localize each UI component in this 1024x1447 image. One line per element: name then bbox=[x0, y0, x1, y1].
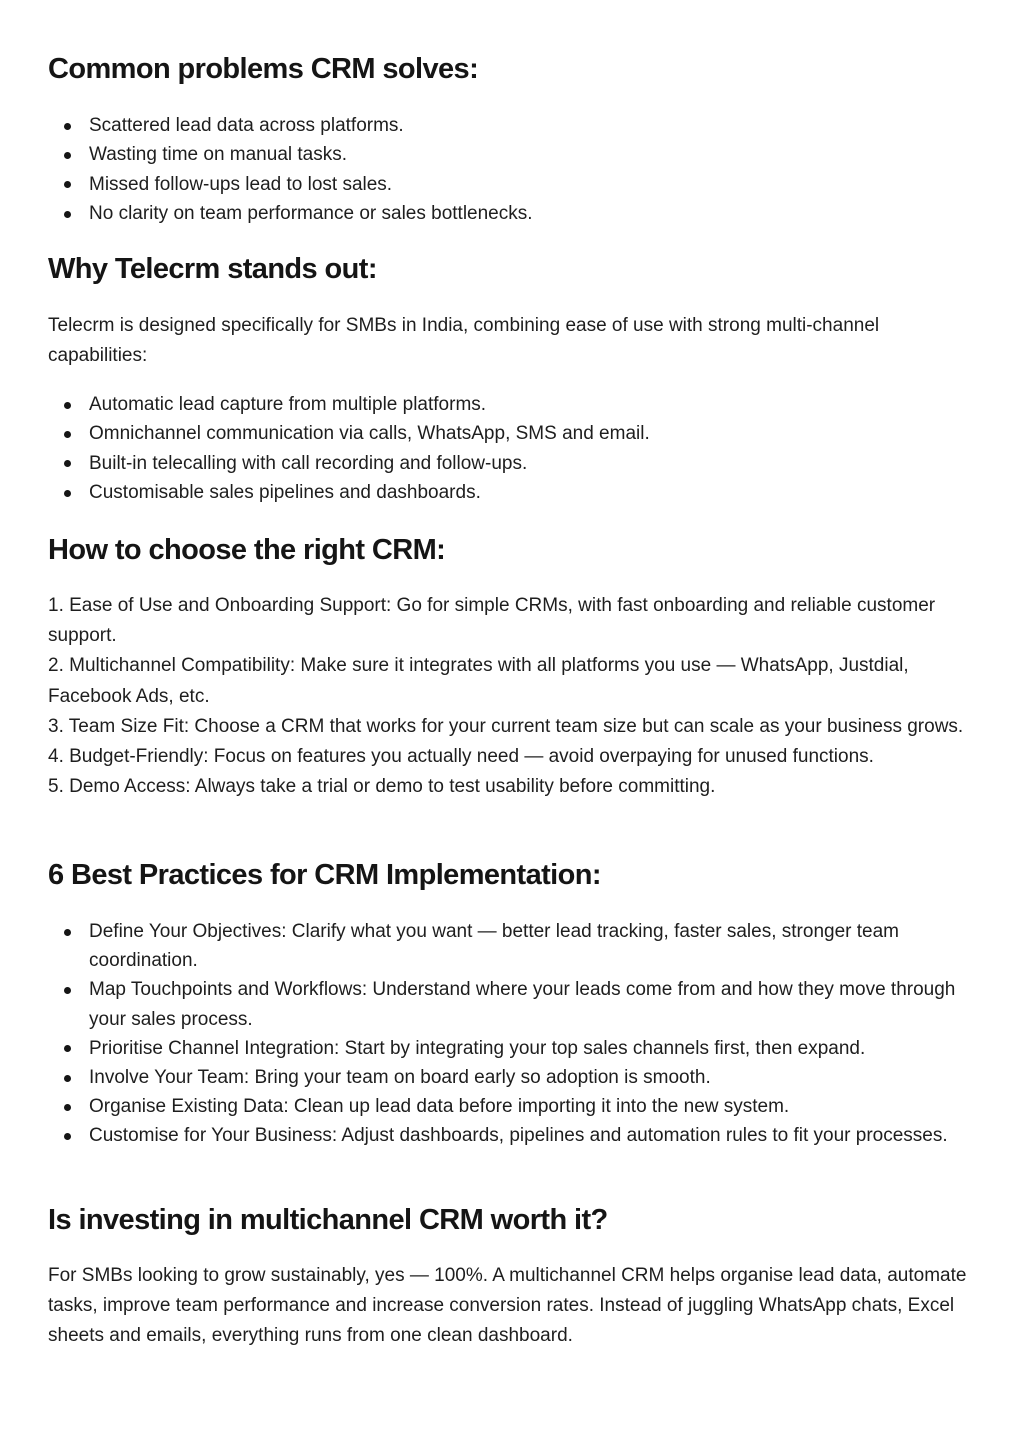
section-heading: 6 Best Practices for CRM Implementation: bbox=[48, 859, 601, 891]
list-item: Customisable sales pipelines and dashboards. bbox=[48, 478, 978, 507]
bullet-icon bbox=[64, 402, 71, 409]
bullet-list bbox=[48, 111, 978, 229]
section-common-problems bbox=[48, 49, 978, 229]
step-item: 5. Demo Access: Always take a trial or demo to test usability before committing. bbox=[48, 776, 716, 798]
list-item: Omnichannel communication via calls, WhatsApp, SMS and email. bbox=[48, 419, 978, 448]
bullet-list bbox=[48, 390, 978, 508]
section-why-telecrm bbox=[48, 249, 978, 508]
list-item: Wasting time on manual tasks. bbox=[48, 140, 978, 169]
step-item: 3. Team Size Fit: Choose a CRM that works for your current team size but can scale as your business grows. bbox=[48, 715, 964, 737]
list-item: Map Touchpoints and Workflows: Understand where your leads come from and how they move through your sales process. bbox=[48, 975, 978, 1033]
list-item: Customise for Your Business: Adjust dashboards, pipelines and automation rules to fit your processes. bbox=[48, 1121, 978, 1150]
bullet-icon bbox=[64, 929, 71, 936]
bullet-icon bbox=[64, 431, 71, 438]
bullet-icon bbox=[64, 460, 71, 467]
numbered-steps bbox=[48, 591, 978, 802]
bullet-icon bbox=[64, 1104, 71, 1111]
bullet-list bbox=[48, 917, 978, 1151]
step-item: 1. Ease of Use and Onboarding Support: Go for simple CRMs, with fast onboarding and reliable customer support. bbox=[48, 595, 936, 647]
list-item: Prioritise Channel Integration: Start by integrating your top sales channels first, then expand. bbox=[48, 1034, 978, 1063]
section-heading: Is investing in multichannel CRM worth it? bbox=[48, 1204, 608, 1236]
step-item: 4. Budget-Friendly: Focus on features you actually need — avoid overpaying for unused functions. bbox=[48, 746, 874, 768]
body-paragraph: For SMBs looking to grow sustainably, yes — 100%. A multichannel CRM helps organise lead data, automate tasks, improve team performance and increase conversion rates. Instead of juggling WhatsApp chats, Excel sheets and emails, everything runs from one clean dashboard. bbox=[48, 1265, 967, 1346]
section-heading: Why Telecrm stands out: bbox=[48, 253, 377, 285]
list-item: Built-in telecalling with call recording and follow-ups. bbox=[48, 449, 978, 478]
step-item: 2. Multichannel Compatibility: Make sure it integrates with all platforms you use — WhatsApp, Justdial, Facebook Ads, etc. bbox=[48, 655, 909, 707]
list-item: Automatic lead capture from multiple platforms. bbox=[48, 390, 978, 419]
bullet-icon bbox=[64, 1045, 71, 1052]
section-heading: How to choose the right CRM: bbox=[48, 534, 446, 566]
bullet-icon bbox=[64, 152, 71, 159]
list-item: Organise Existing Data: Clean up lead data before importing it into the new system. bbox=[48, 1092, 978, 1121]
bullet-icon bbox=[64, 490, 71, 497]
section-worth-it bbox=[48, 1200, 978, 1351]
list-item: Define Your Objectives: Clarify what you want — better lead tracking, faster sales, stronger team coordination. bbox=[48, 917, 978, 975]
list-item: Missed follow-ups lead to lost sales. bbox=[48, 170, 978, 199]
section-choose-crm bbox=[48, 530, 978, 802]
bullet-icon bbox=[64, 181, 71, 188]
bullet-icon bbox=[64, 987, 71, 994]
bullet-icon bbox=[64, 211, 71, 218]
bullet-icon bbox=[64, 1133, 71, 1140]
list-item: No clarity on team performance or sales bottlenecks. bbox=[48, 199, 978, 228]
section-best-practices bbox=[48, 855, 978, 1151]
bullet-icon bbox=[64, 123, 71, 130]
intro-paragraph: Telecrm is designed specifically for SMBs in India, combining ease of use with strong multi-channel capabilities: bbox=[48, 315, 880, 366]
section-heading: Common problems CRM solves: bbox=[48, 53, 479, 85]
list-item: Involve Your Team: Bring your team on board early so adoption is smooth. bbox=[48, 1063, 978, 1092]
bullet-icon bbox=[64, 1075, 71, 1082]
list-item: Scattered lead data across platforms. bbox=[48, 111, 978, 140]
